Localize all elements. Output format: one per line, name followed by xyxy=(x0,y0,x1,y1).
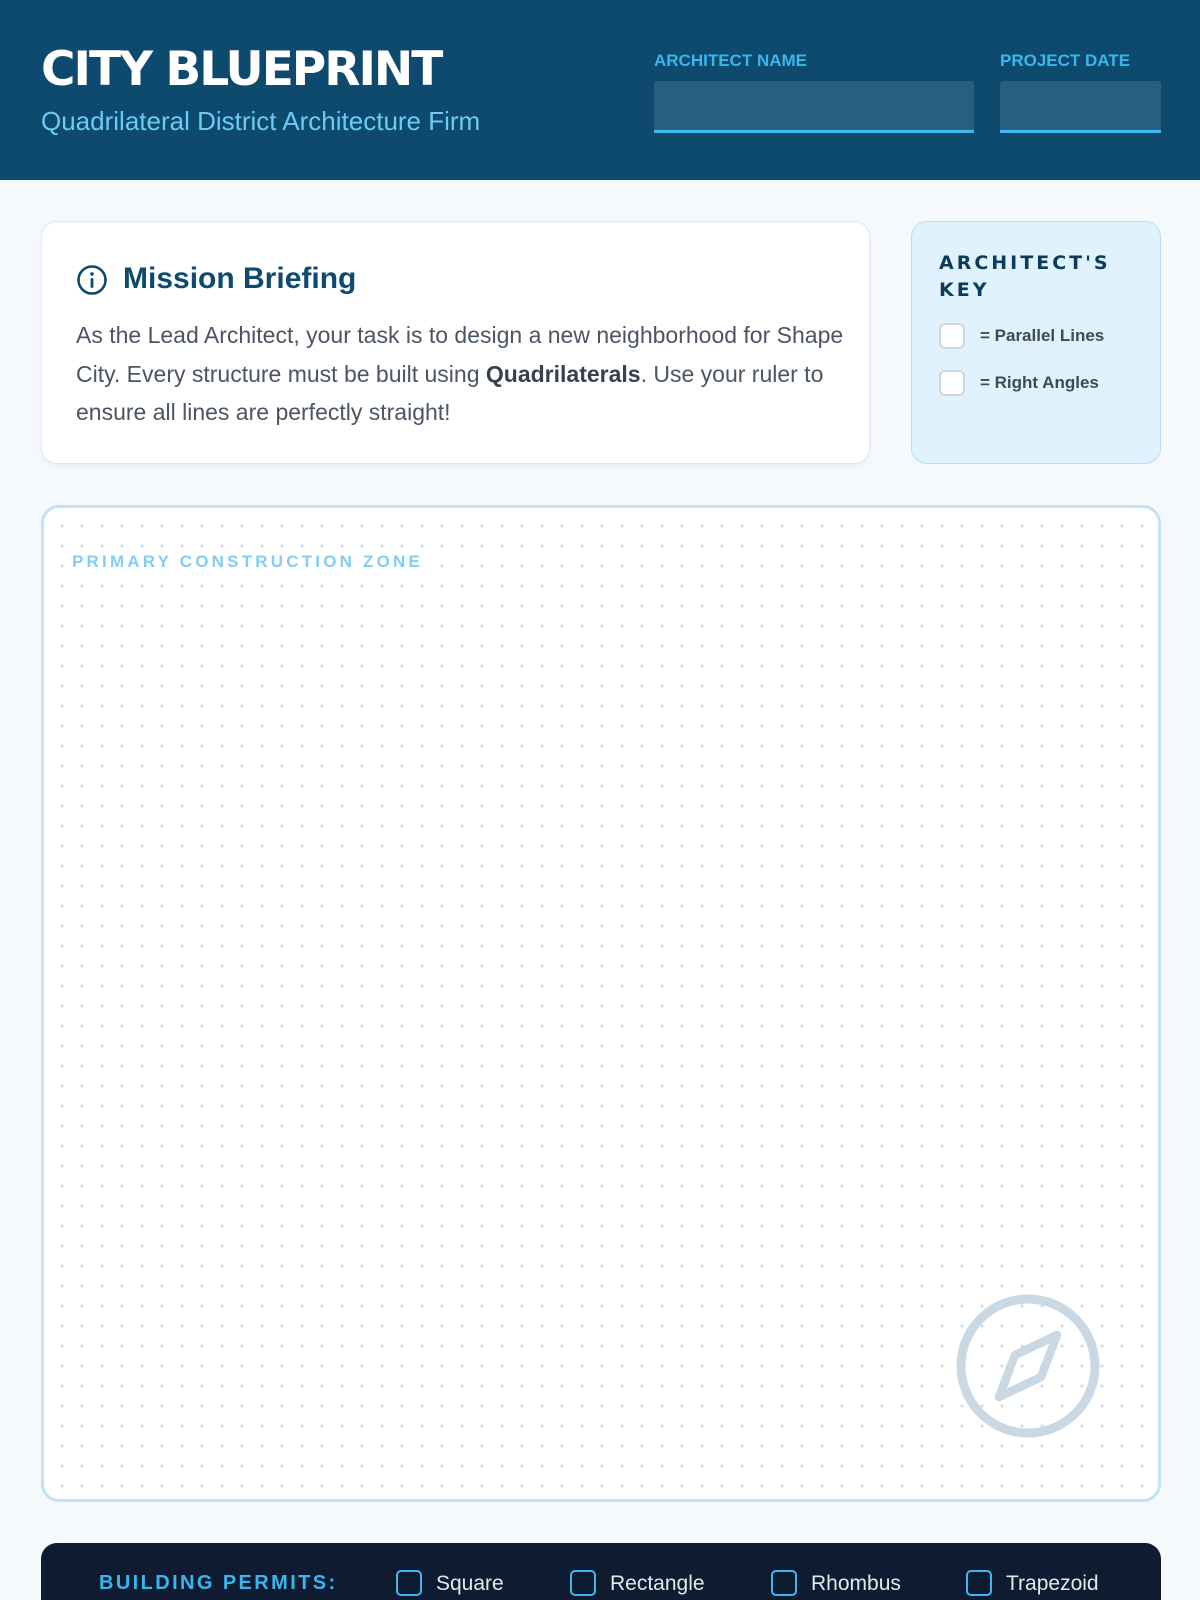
key-swatch-box xyxy=(939,370,965,396)
permit-label: Rectangle xyxy=(610,1572,705,1595)
permit-checkbox[interactable] xyxy=(396,1570,422,1596)
compass-icon xyxy=(953,1291,1103,1441)
mission-briefing-text xyxy=(76,316,846,432)
key-swatch-box xyxy=(939,323,965,349)
permit-label: Trapezoid xyxy=(1006,1572,1099,1595)
project-date-input[interactable] xyxy=(1000,81,1161,133)
page-subtitle: Quadrilateral District Architecture Firm xyxy=(41,106,481,136)
architect-name-input[interactable] xyxy=(654,81,974,133)
key-item-label: = Right Angles xyxy=(980,373,1099,392)
project-date-label: PROJECT DATE xyxy=(1000,51,1131,70)
key-item-label: = Parallel Lines xyxy=(980,326,1105,345)
permit-checkbox[interactable] xyxy=(966,1570,992,1596)
architects-key-title: ARCHITECT'S KEY xyxy=(939,252,1111,301)
construction-zone-label: PRIMARY CONSTRUCTION ZONE xyxy=(72,552,424,571)
permit-label: Rhombus xyxy=(811,1572,901,1595)
header xyxy=(0,0,1200,180)
permit-label: Square xyxy=(436,1572,504,1595)
permit-checkbox[interactable] xyxy=(771,1570,797,1596)
briefing-text-bold: Quadrilaterals xyxy=(485,360,641,387)
permit-checkbox[interactable] xyxy=(570,1570,596,1596)
briefing-text-start: As the Lead Architect, your task is to design a new neighborhood for Shape City. Every structure must be built using xyxy=(76,322,844,387)
mission-briefing-title: Mission Briefing xyxy=(123,262,357,295)
architect-name-label: ARCHITECT NAME xyxy=(654,51,807,70)
building-permits-title: BUILDING PERMITS: xyxy=(99,1572,338,1594)
page-title: CITY BLUEPRINT xyxy=(41,42,442,97)
briefing-text-end: . Use your ruler to ensure all lines are perfectly straight! xyxy=(76,360,824,425)
building-permits-bar xyxy=(41,1543,1161,1600)
architects-key-panel xyxy=(911,221,1161,464)
mission-briefing-card xyxy=(41,221,870,464)
construction-zone[interactable] xyxy=(41,505,1161,1502)
info-icon xyxy=(76,264,108,296)
